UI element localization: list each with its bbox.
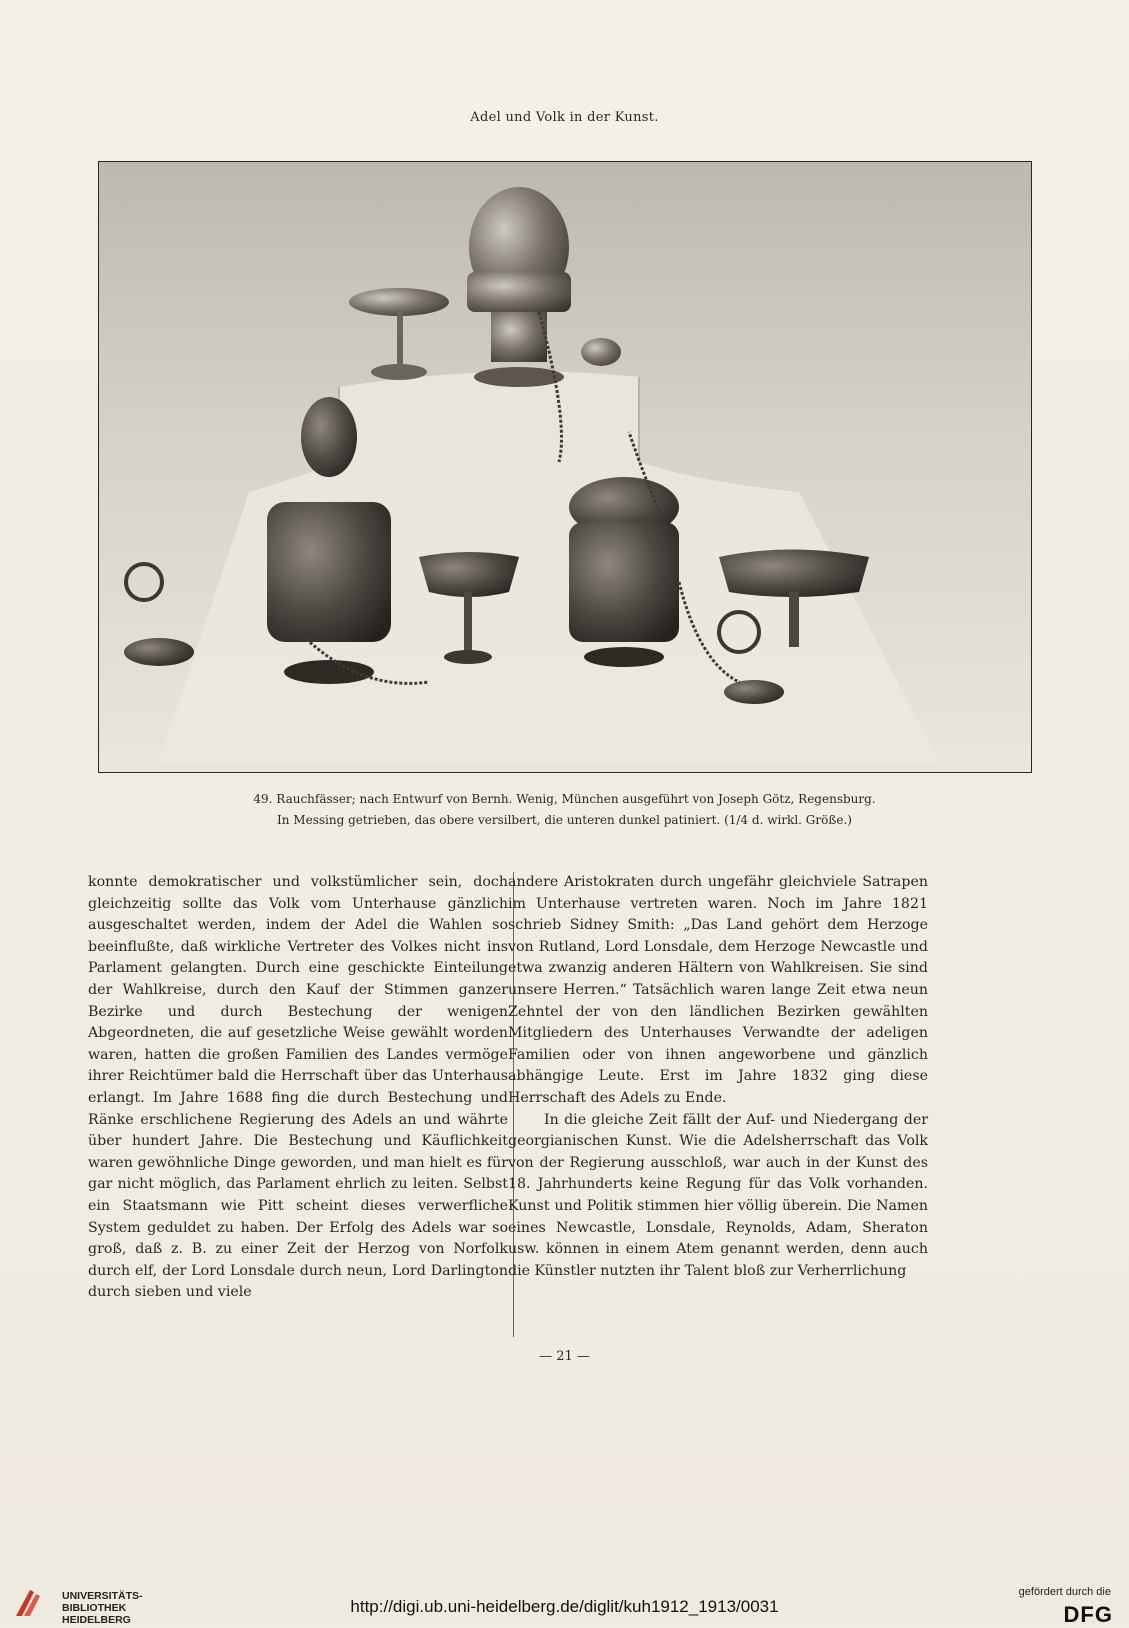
library-name-line-3: HEIDELBERG bbox=[62, 1614, 131, 1626]
dfg-logo: DFG bbox=[1063, 1602, 1113, 1627]
left-column bbox=[88, 872, 508, 1304]
caption-line-1: 49. Rauchfässer; nach Entwurf von Bernh. Wenig, München ausgeführt von Joseph Götz, Regensburg. bbox=[253, 792, 876, 806]
right-column bbox=[508, 872, 928, 1304]
library-name-line-1: UNIVERSITÄTS- bbox=[62, 1590, 143, 1602]
page-number: — 21 — bbox=[539, 1349, 590, 1364]
censer-photograph bbox=[99, 162, 1031, 772]
figure-caption bbox=[60, 789, 1069, 831]
right-paragraph-1: andere Aristokraten durch ungefähr gleichviele Satrapen im Unterhause vertreten waren. Noch im Jahre 1821 schrieb Sidney Smith: „Das Land gehört dem Herzoge von Rutland, Lord Lonsdale, dem Herzoge Newcastle und etwa zwanzig anderen Hältern von Wahlkreisen. Sie sind unsere Herren.“ Tatsächlich waren lange Zeit etwa neun Zehntel der von den ländlichen Bezirken gewählten Mitgliedern des Unterhauses Verwandte der adeligen Familien oder von ihnen angeworbene und gänzlich abhängige Leute. Erst im Jahre 1832 ging diese Herrschaft des Adels zu Ende. bbox=[508, 874, 928, 1106]
body-columns bbox=[88, 872, 928, 1304]
library-name-line-2: BIBLIOTHEK bbox=[62, 1602, 127, 1614]
sponsor-note: gefördert durch die bbox=[1018, 1586, 1111, 1598]
figure-plate bbox=[98, 161, 1032, 773]
right-paragraph-2: In die gleiche Zeit fällt der Auf- und Niedergang der georgianischen Kunst. Wie die Adelsherrschaft das Volk von der Regierung ausschloß, war auch in der Kunst des 18. Jahrhunderts keine Regung für das Volk vorhanden. Kunst und Politik stimmen hier völlig überein. Die Namen eines Newcastle, Lonsdale, Reynolds, Adam, Sheraton usw. können in einem Atem genannt werden, denn auch die Künstler nutzten ihr Talent bloß zur Verherrlichung bbox=[508, 1111, 928, 1279]
left-paragraph-1: konnte demokratischer und volkstümlicher sein, doch gleichzeitig sollte das Volk vom Unterhause gänzlich ausgeschaltet werden, indem der Adel die Wahlen so beeinflußte, daß wirkliche Vertreter des Volkes nicht ins Parlament gelangten. Durch eine geschickte Einteilung der Wahlkreise, durch den Kauf der Stimmen ganzer Bezirke und durch Bestechung der wenigen Abgeordneten, die auf gesetzliche Weise gewählt worden waren, hatten die großen Familien des Landes vermöge ihrer Reichtümer bald die Herrschaft über das Unterhaus erlangt. Im Jahre 1688 fing die durch Bestechung und Ränke erschlichene Regierung des Adels an und währte über hundert Jahre. Die Bestechung und Käuflichkeit waren gewöhnliche Dinge geworden, und man hielt es für gar nicht möglich, das Parlament ehrlich zu leiten. Selbst ein Staatsmann wie Pitt scheint dieses verwerfliche System geduldet zu haben. Der Erfolg des Adels war so groß, daß z. B. zu einer Zeit der Herzog von Norfolk durch elf, der Lord Lonsdale durch neun, Lord Darlington durch sieben und viele bbox=[88, 874, 508, 1301]
running-head: Adel und Volk in der Kunst. bbox=[470, 110, 659, 125]
source-url-link[interactable]: http://digi.ub.uni-heidelberg.de/diglit/kuh1912_1913/0031 bbox=[350, 1597, 779, 1616]
caption-line-2: In Messing getrieben, das obere versilbert, die unteren dunkel patiniert. (1/4 d. wirkl. Größe.) bbox=[277, 813, 852, 827]
